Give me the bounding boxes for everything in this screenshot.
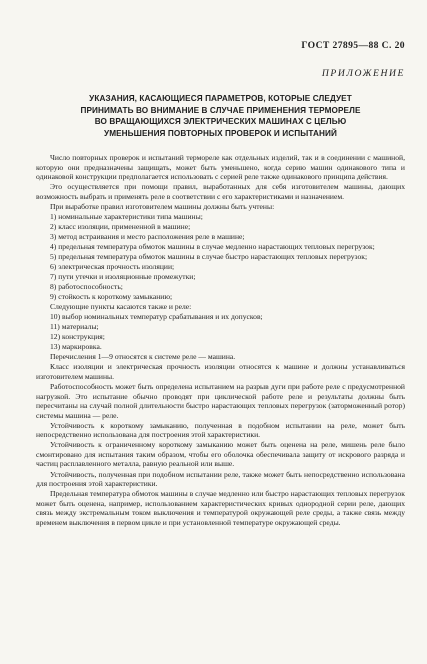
list-item: 12) конструкция; — [50, 332, 105, 342]
paragraph: Число повторных проверок и испытаний терморелe как отдельных изделий, так и в соединении с машиной, которую они предназначены защищать, может быть уменьшено, когда серию машин одинакового типа и одинаковой конструкции предполагается использовать с серией реле также одинакового принципа действия. — [36, 153, 405, 182]
paragraph: Следующие пункты касаются также и реле: — [50, 302, 192, 312]
list-item: 10) выбор номинальных температур срабатывания и их допусков; — [50, 312, 263, 322]
paragraph: Работоспособность может быть определена испытанием на разрыв дуги при работе реле с предусмотренной нагрузкой. Это испытание обычно проводят при циклической работе реле и результаты должны быть пересчитаны на случай полной длительности быстро нарастающих тепловых перегрузок (заторможенный ротор) системы машина — реле. — [36, 382, 405, 420]
paragraph: Устойчивость к короткому замыканию, полученная в подобном испытании на реле, может быть непосредственно использована для построения этой характеристики. — [36, 420, 405, 440]
paragraph: Перечисления 1—9 относятся к системе реле — машина. — [50, 352, 236, 362]
list-item: 3) метод встраивания и место расположения реле в машине; — [50, 231, 245, 241]
list-item: 6) электрическая прочность изоляции; — [50, 262, 175, 272]
paragraph: Класс изоляции и электрическая прочность изоляции относятся к машине и должны устанавливаться изготовителем машины. — [36, 362, 405, 382]
paragraph: При выработке правил изготовителем машины должны быть учтены: — [50, 201, 275, 211]
document-body — [36, 153, 405, 527]
section-title — [36, 93, 405, 139]
page-header: ГОСТ 27895—88 С. 20 — [301, 40, 405, 51]
paragraph: Устойчивость к ограниченному короткому замыканию может быть оценена на реле, мишень реле было смонтировано для испытания таким образом, чтобы его оболочка обеспечивала защиту от искрового разряда и частиц расплавленного металла, равную реальной или выше. — [36, 440, 405, 469]
title-line: ВО ВРАЩАЮЩИХСЯ ЭЛЕКТРИЧЕСКИХ МАШИНАХ С ЦЕЛЬЮ — [94, 117, 347, 127]
list-item: 7) пути утечки и изоляционные промежутки; — [50, 272, 196, 282]
list-item: 13) маркировка. — [50, 342, 102, 352]
list-item: 11) материалы; — [50, 322, 99, 332]
paragraph: Это осуществляется при помощи правил, выработанных для себя изготовителем машины, дающих возможность выбрать и применять реле в соответствии с его характеристиками и назначением. — [36, 182, 405, 201]
list-item: 4) предельная температура обмоток машины в случае медленно нарастающих тепловых перегрузок; — [50, 241, 375, 251]
title-line: УМЕНЬШЕНИЯ ПОВТОРНЫХ ПРОВЕРОК И ИСПЫТАНИЙ — [104, 128, 337, 138]
list-item: 9) стойкость к короткому замыканию; — [50, 292, 173, 302]
list-item: 5) предельная температура обмоток машины в случае быстро нарастающих тепловых перегрузок; — [50, 251, 368, 261]
appendix-label: ПРИЛОЖЕНИЕ — [321, 68, 405, 79]
paragraph: Предельная температура обмоток машины в случае медленно или быстро нарастающих тепловых перегрузок может быть оценена, например, использованием характеристических кривых однородной серии реле, дающих связь между экстремальным током выключения и температурой окружающей реле среды, а также связь между временем выключения в первом цикле и при установленной температуре окружающей среды. — [36, 489, 405, 527]
title-line: УКАЗАНИЯ, КАСАЮЩИЕСЯ ПАРАМЕТРОВ, КОТОРЫЕ СЛЕДУЕТ — [89, 94, 352, 103]
paragraph: Устойчивость, полученная при подобном испытании реле, также может быть непосредственно использована для построения этой характеристики. — [36, 469, 405, 489]
list-item: 2) класс изоляции, примененной в машине; — [50, 221, 191, 231]
title-line: ПРИНИМАТЬ ВО ВНИМАНИЕ В СЛУЧАЕ ПРИМЕНЕНИЯ ТЕРМОРЕЛЕ — [80, 105, 361, 115]
list-item: 8) работоспособность; — [50, 282, 123, 292]
list-item: 1) номинальные характеристики типа машины; — [50, 211, 203, 221]
